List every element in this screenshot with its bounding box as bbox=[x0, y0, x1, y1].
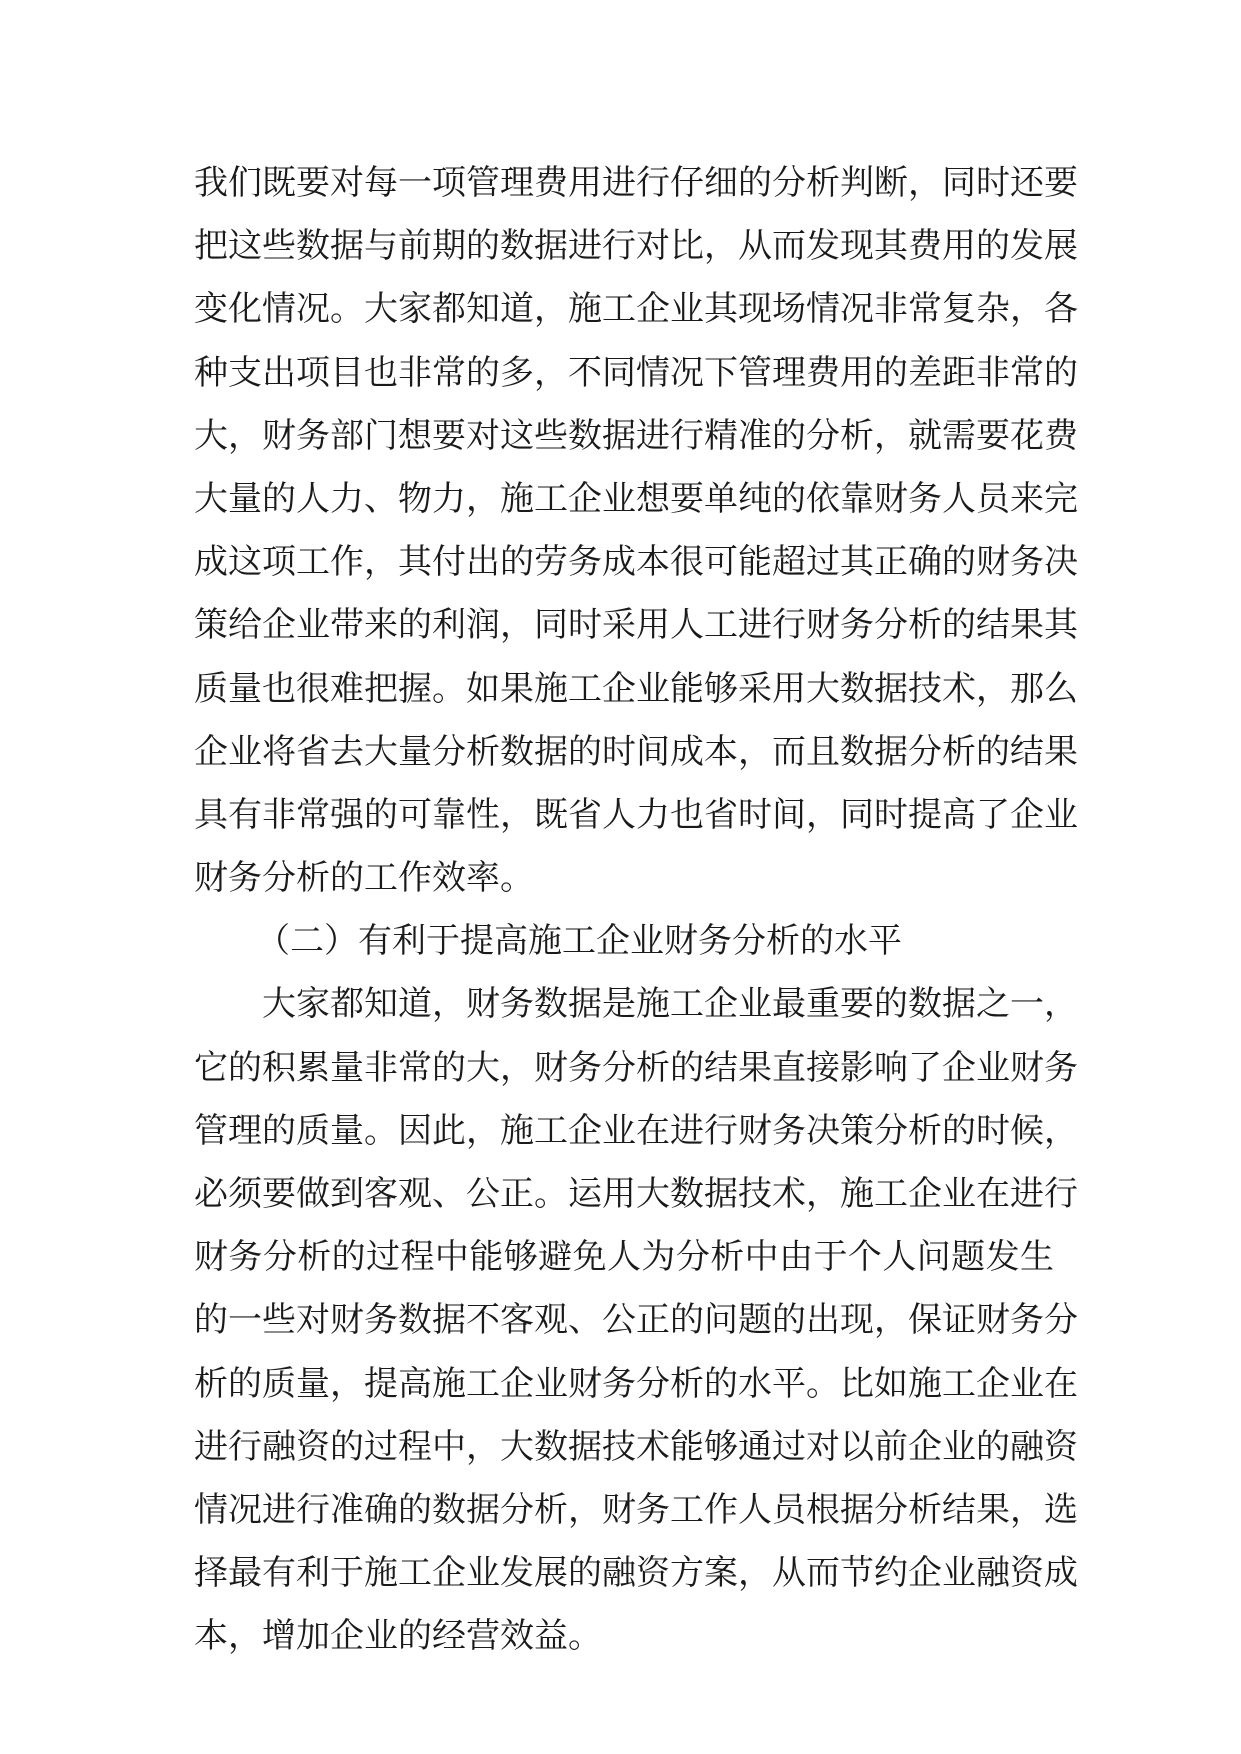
text-line: 析的质量，提高施工企业财务分析的水平。比如施工企业在 bbox=[194, 1363, 1078, 1404]
paragraph-1 bbox=[194, 152, 1078, 910]
text-line: 种支出项目也非常的多，不同情况下管理费用的差距非常的 bbox=[194, 352, 1078, 393]
text-line: 具有非常强的可靠性，既省人力也省时间，同时提高了企业 bbox=[194, 794, 1078, 835]
text-line: 大家都知道，财务数据是施工企业最重要的数据之一， bbox=[262, 984, 1078, 1025]
text-line: 的一些对财务数据不客观、公正的问题的出现，保证财务分 bbox=[194, 1300, 1078, 1341]
text-line: 把这些数据与前期的数据进行对比，从而发现其费用的发展 bbox=[194, 226, 1078, 267]
text-line: 我们既要对每一项管理费用进行仔细的分析判断，同时还要 bbox=[194, 163, 1078, 203]
paragraph-2 bbox=[194, 973, 1078, 1668]
text-line: 策给企业带来的利润，同时采用人工进行财务分析的结果其 bbox=[194, 605, 1078, 646]
text-line: 变化情况。大家都知道，施工企业其现场情况非常复杂，各 bbox=[194, 289, 1078, 330]
document-body bbox=[194, 152, 1078, 1669]
text-line: 本，增加企业的经营效益。 bbox=[194, 1616, 602, 1657]
text-line: 必须要做到客观、公正。运用大数据技术，施工企业在进行 bbox=[194, 1174, 1078, 1214]
text-line: 大量的人力、物力，施工企业想要单纯的依靠财务人员来完 bbox=[194, 478, 1078, 519]
section-heading: （二）有利于提高施工企业财务分析的水平 bbox=[256, 921, 902, 962]
text-line: 财务分析的过程中能够避免人为分析中由于个人问题发生 bbox=[194, 1237, 1054, 1278]
text-line: 情况进行准确的数据分析，财务工作人员根据分析结果，选 bbox=[194, 1489, 1078, 1530]
text-line: 大，财务部门想要对这些数据进行精准的分析，就需要花费 bbox=[194, 415, 1078, 456]
text-line: 它的积累量非常的大，财务分析的结果直接影响了企业财务 bbox=[194, 1047, 1078, 1088]
text-line: 财务分析的工作效率。 bbox=[194, 858, 534, 899]
text-line: 企业将省去大量分析数据的时间成本，而且数据分析的结果 bbox=[194, 731, 1078, 772]
text-line: 择最有利于施工企业发展的融资方案，从而节约企业融资成 bbox=[194, 1553, 1078, 1594]
text-line: 成这项工作，其付出的劳务成本很可能超过其正确的财务决 bbox=[194, 542, 1078, 583]
text-line: 进行融资的过程中，大数据技术能够通过对以前企业的融资 bbox=[194, 1426, 1078, 1467]
text-line: 质量也很难把握。如果施工企业能够采用大数据技术，那么 bbox=[194, 668, 1078, 709]
text-line: 管理的质量。因此，施工企业在进行财务决策分析的时候， bbox=[194, 1110, 1078, 1151]
